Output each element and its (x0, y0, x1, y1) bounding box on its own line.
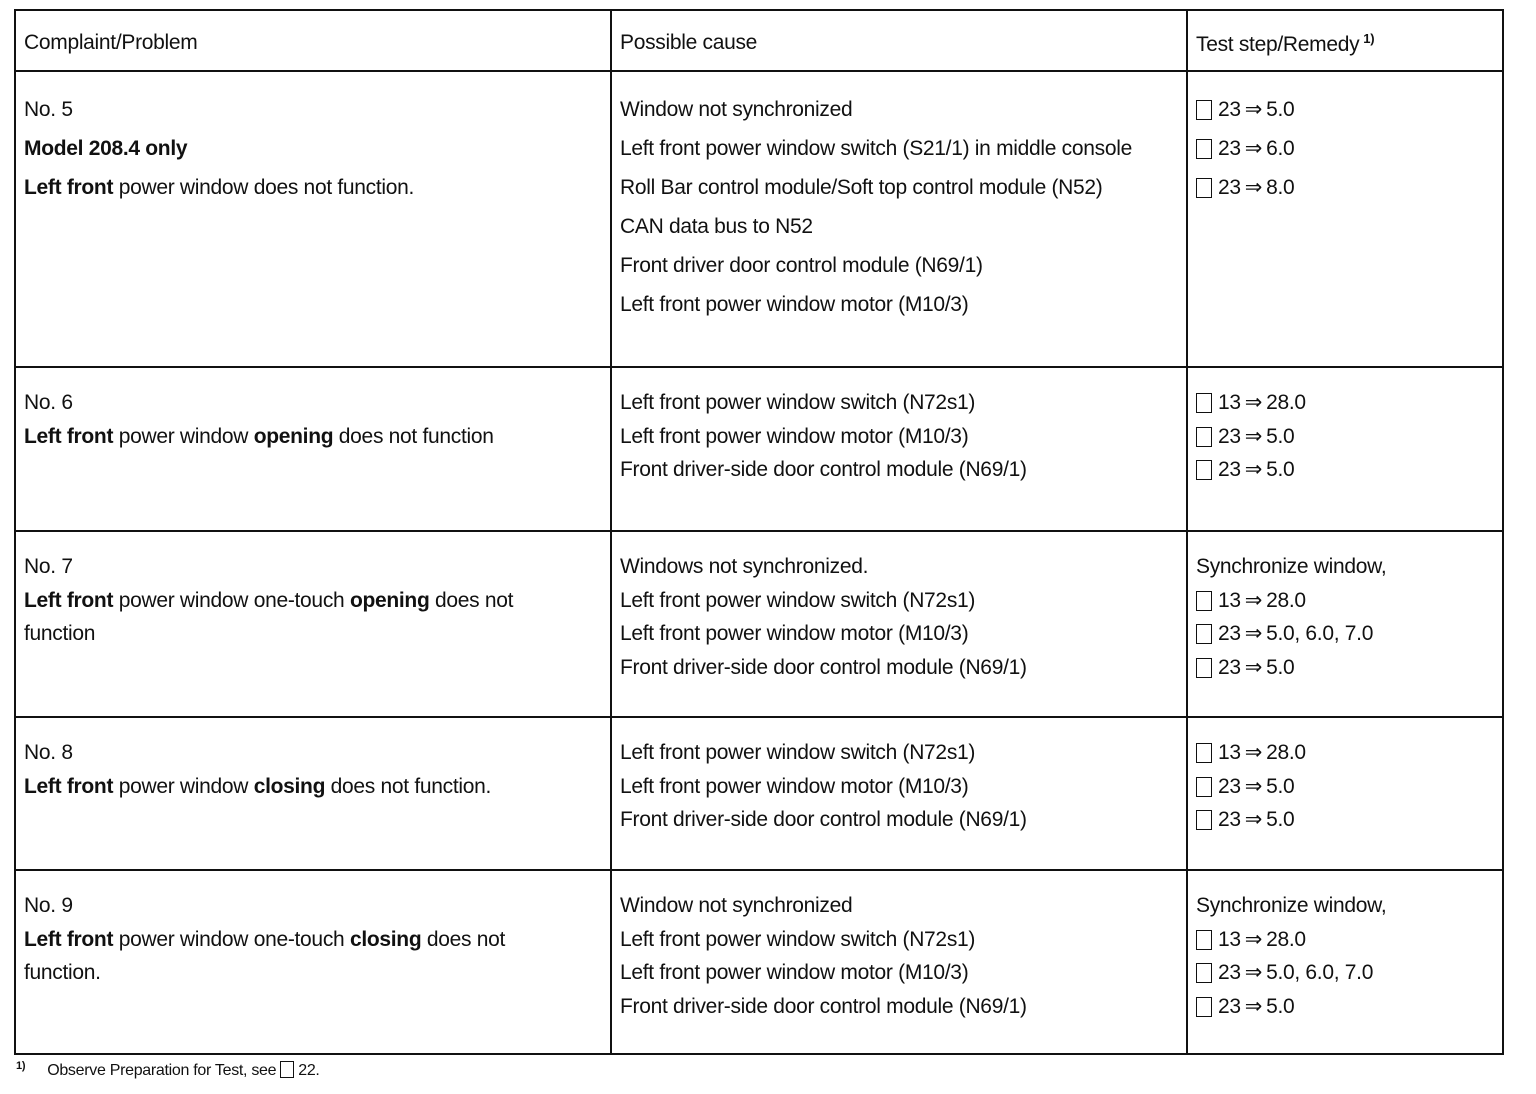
complaint-cell (16, 871, 610, 1055)
problem-line (24, 129, 600, 168)
footnote-ref: 22. (298, 1062, 320, 1079)
remedy-item (1196, 90, 1496, 129)
remedy-ref: 13 (1218, 741, 1241, 764)
remedy-ref: 23 (1218, 98, 1241, 121)
arrow-icon: ⇒ (1244, 655, 1263, 679)
header-footnote-mark: 1) (1363, 31, 1375, 46)
remedy-item (1196, 736, 1496, 770)
remedy-target: 5.0 (1266, 994, 1295, 1018)
problem-text: power window one-touch (113, 588, 350, 612)
checkbox-icon (1196, 591, 1212, 611)
footnote-mark: 1) (16, 1060, 26, 1072)
remedy-target: 5.0 (1266, 774, 1295, 798)
remedy-ref: 23 (1218, 137, 1241, 160)
problem-text: function (24, 622, 96, 645)
remedy-ref: 23 (1218, 774, 1241, 798)
remedy-ref: 23 (1218, 808, 1241, 831)
complaint-cell (16, 532, 610, 716)
arrow-icon: ⇒ (1244, 391, 1263, 414)
cause-item: Left front power window switch (N72s1) (620, 927, 976, 951)
remedy-ref: 23 (1218, 994, 1241, 1018)
checkbox-icon (1196, 963, 1212, 983)
problem-line (24, 584, 600, 618)
arrow-icon: ⇒ (1244, 424, 1263, 448)
arrow-icon: ⇒ (1244, 994, 1263, 1018)
remedy-target: 6.0 (1266, 137, 1295, 160)
problem-text-bold: Left front (24, 588, 114, 612)
checkbox-icon (1196, 997, 1212, 1017)
problem-text-bold: Left front (24, 774, 114, 798)
remedy-ref: 23 (1218, 655, 1241, 679)
problem-text: power window one-touch (113, 927, 350, 951)
cause-item: Front driver-side door control module (N69/1) (620, 655, 1027, 679)
remedy-ref: 23 (1218, 176, 1241, 199)
checkbox-icon (1196, 427, 1212, 447)
remedy-ref: 23 (1218, 424, 1241, 448)
problem-text-bold: opening (253, 424, 334, 448)
remedy-cell (1188, 871, 1504, 1055)
checkbox-icon (1196, 393, 1212, 413)
problem-text: function. (24, 961, 101, 984)
remedy-target: 5.0 (1266, 655, 1295, 679)
cause-item: Window not synchronized (620, 894, 853, 917)
remedy-ref: 23 (1218, 961, 1241, 984)
problem-number: No. 9 (24, 894, 73, 917)
remedy-ref: 13 (1218, 391, 1241, 414)
problem-text: power window does not function. (113, 176, 415, 199)
remedy-item (1196, 420, 1496, 454)
remedy-target: 5.0 (1266, 458, 1295, 481)
problem-text-bold: Left front (24, 176, 114, 199)
checkbox-icon (1196, 658, 1212, 678)
remedy-cell (1188, 368, 1504, 530)
complaint-cell (16, 368, 610, 530)
remedy-ref: 13 (1218, 588, 1241, 612)
header-complaint: Complaint/Problem (24, 31, 198, 54)
table-row (16, 871, 1502, 1055)
remedy-target: 5.0 (1266, 424, 1295, 448)
complaint-cell (16, 72, 610, 366)
cause-cell (612, 871, 1186, 1055)
remedy-item (1196, 803, 1496, 837)
remedy-item: Synchronize window, (1196, 555, 1387, 578)
cause-item: Left front power window switch (N72s1) (620, 741, 976, 764)
remedy-target: 28.0 (1266, 741, 1306, 764)
arrow-icon: ⇒ (1244, 961, 1263, 984)
problem-text: does not function (333, 424, 494, 448)
remedy-target: 28.0 (1266, 588, 1306, 612)
arrow-icon: ⇒ (1244, 588, 1263, 612)
remedy-item (1196, 956, 1496, 990)
arrow-icon: ⇒ (1244, 808, 1263, 831)
problem-number: No. 5 (24, 98, 73, 121)
problem-line (24, 770, 600, 804)
problem-text-bold: closing (253, 774, 326, 798)
problem-line (24, 420, 600, 454)
remedy-item (1196, 770, 1496, 804)
cause-item: Windows not synchronized. (620, 555, 869, 578)
remedy-cell (1188, 72, 1504, 366)
problem-number: No. 7 (24, 555, 73, 578)
table-header-row (16, 11, 1502, 71)
cause-item: Left front power window motor (M10/3) (620, 961, 969, 984)
header-cause: Possible cause (620, 31, 758, 54)
table-row (16, 72, 1502, 366)
checkbox-icon (1196, 777, 1212, 797)
cause-item: Left front power window motor (M10/3) (620, 424, 969, 448)
cause-item: Left front power window switch (N72s1) (620, 588, 976, 612)
remedy-item (1196, 584, 1496, 618)
remedy-target: 28.0 (1266, 927, 1306, 951)
problem-text: power window (113, 424, 254, 448)
cause-item: Left front power window motor (M10/3) (620, 293, 969, 316)
arrow-icon: ⇒ (1244, 741, 1263, 764)
problem-text: does not function. (325, 774, 492, 798)
problem-text: does not (421, 927, 506, 951)
table-row (16, 718, 1502, 869)
remedy-ref: 23 (1218, 622, 1241, 645)
checkbox-icon (1196, 100, 1212, 120)
problem-number: No. 8 (24, 741, 73, 764)
arrow-icon: ⇒ (1244, 176, 1263, 199)
problem-text-bold: opening (349, 588, 430, 612)
checkbox-icon (1196, 743, 1212, 763)
problem-number: No. 6 (24, 391, 73, 414)
cause-item: Front driver door control module (N69/1) (620, 254, 983, 277)
problem-text-bold: Model 208.4 only (24, 137, 188, 160)
cause-item: CAN data bus to N52 (620, 215, 813, 238)
cause-item: Roll Bar control module/Soft top control module (N52) (620, 176, 1103, 199)
cause-item: Left front power window motor (M10/3) (620, 622, 969, 645)
remedy-item (1196, 129, 1496, 168)
remedy-item (1196, 990, 1496, 1024)
checkbox-icon (1196, 624, 1212, 644)
table-row (16, 368, 1502, 530)
remedy-item (1196, 453, 1496, 487)
cause-cell (612, 718, 1186, 869)
header-remedy (1188, 11, 1504, 71)
problem-line (24, 617, 600, 651)
checkbox-icon (1196, 460, 1212, 480)
arrow-icon: ⇒ (1244, 458, 1263, 481)
cause-item: Window not synchronized (620, 98, 853, 121)
arrow-icon: ⇒ (1244, 137, 1263, 160)
cause-item: Left front power window switch (N72s1) (620, 391, 976, 414)
remedy-item: Synchronize window, (1196, 894, 1387, 917)
remedy-item (1196, 617, 1496, 651)
remedy-cell (1188, 718, 1504, 869)
footnote (16, 1060, 320, 1080)
remedy-target: 5.0 (1266, 98, 1295, 121)
remedy-target: 5.0, 6.0, 7.0 (1266, 622, 1374, 645)
problem-text: power window (113, 774, 254, 798)
remedy-ref: 13 (1218, 927, 1241, 951)
problem-text: does not (429, 588, 514, 612)
problem-line (24, 923, 600, 957)
arrow-icon: ⇒ (1244, 622, 1263, 645)
remedy-target: 5.0 (1266, 808, 1295, 831)
problem-line (24, 168, 600, 207)
cause-item: Left front power window motor (M10/3) (620, 774, 969, 798)
remedy-item (1196, 651, 1496, 685)
header-remedy-label: Test step/Remedy (1196, 33, 1360, 56)
table-row (16, 532, 1502, 716)
checkbox-icon (280, 1061, 294, 1078)
remedy-item (1196, 168, 1496, 207)
remedy-target: 28.0 (1266, 391, 1306, 414)
footnote-text: Observe Preparation for Test, see (47, 1062, 277, 1079)
remedy-item (1196, 923, 1496, 957)
cause-item: Front driver-side door control module (N69/1) (620, 994, 1027, 1018)
cause-cell (612, 72, 1186, 366)
problem-line (24, 956, 600, 990)
problem-text-bold: closing (349, 927, 422, 951)
remedy-target: 5.0, 6.0, 7.0 (1266, 961, 1374, 984)
arrow-icon: ⇒ (1244, 927, 1263, 951)
checkbox-icon (1196, 178, 1212, 198)
problem-text-bold: Left front (24, 424, 114, 448)
checkbox-icon (1196, 810, 1212, 830)
remedy-ref: 23 (1218, 458, 1241, 481)
cause-cell (612, 368, 1186, 530)
cause-item: Left front power window switch (S21/1) in middle console (620, 137, 1132, 160)
arrow-icon: ⇒ (1244, 774, 1263, 798)
problem-text-bold: Left front (24, 927, 114, 951)
cause-item: Front driver-side door control module (N69/1) (620, 458, 1027, 481)
diagnosis-table (14, 9, 1504, 1055)
cause-item: Front driver-side door control module (N69/1) (620, 808, 1027, 831)
remedy-item (1196, 386, 1496, 420)
complaint-cell (16, 718, 610, 869)
checkbox-icon (1196, 930, 1212, 950)
remedy-target: 8.0 (1266, 176, 1295, 199)
arrow-icon: ⇒ (1244, 98, 1263, 121)
remedy-cell (1188, 532, 1504, 716)
checkbox-icon (1196, 139, 1212, 159)
cause-cell (612, 532, 1186, 716)
